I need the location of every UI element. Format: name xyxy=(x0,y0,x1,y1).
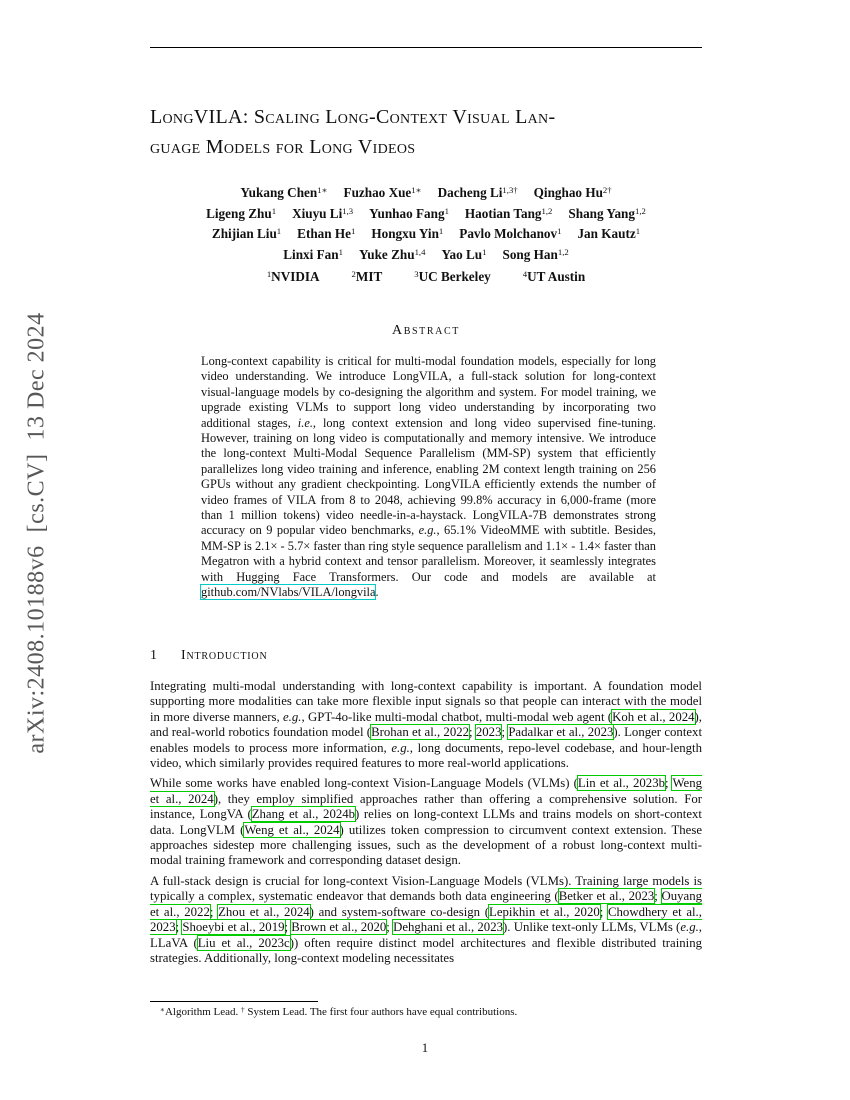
abstract-text: Long-context capability is critical for multi-modal foundation models, especially for long video understanding. We introduce LongVILA, a full-stack solution for long-context visual-language models by co-designing the algorithm and system. For model training, we upgrade existing VLMs to support long video understanding by incorporating two additional stages, i.e., long context extension and long video supervised fine-tuning. However, training on long video is computationally and memory intensive. We introduce the long-context Multi-Modal Sequence Parallelism (MM-SP) system that efficiently parallelizes long video training and inference, enabling 2M context length training on 256 GPUs without any gradient checkpointing. LongVILA efficiently extends the number of video frames of VILA from 8 to 2048, achieving 99.8% accuracy in 6,000-frame (more than 1 million tokens) video needle-in-a-haystack. LongVILA-7B demonstrates strong accuracy on 9 popular video benchmarks, e.g., 65.1% VideoMME with subtitle. Besides, MM-SP is 2.1× - 5.7× faster than ring style sequence parallelism and 1.1× - 1.4× faster than Megatron with a hybrid context and tensor parallelism. Moreover, it seamlessly integrates with Hugging Face Transformers. Our code and models are available at github.com/NVlabs/VILA/longvila. xyxy=(201,354,656,600)
affiliation: $^1$NVIDIA xyxy=(266,269,320,284)
affiliations xyxy=(150,269,702,285)
intro-paragraph: Integrating multi-modal understanding with long-context capability is important. A foundation model supporting more modalities can take more flexible input signals so that people can interact with the model in more diverse manners, e.g., GPT-4o-like multi-modal chatbot, multi-modal web agent (Koh et al., 2024), and real-world robotics foundation model (Brohan et al., 2022; 2023; Padalkar et al., 2023). Longer context enables models to process more information, e.g., long documents, repo-level codebase, and hour-length video, which similarly provides required features to more real-world applications. xyxy=(150,679,703,771)
affiliation: $^3$UC Berkeley xyxy=(414,269,491,284)
author-name: Jan Kautz$^1$ xyxy=(577,226,641,241)
author-name: Ethan He$^1$ xyxy=(297,226,356,241)
author-row xyxy=(150,204,702,225)
citation-link[interactable]: Liu et al., 2023c xyxy=(197,935,290,950)
author-name: Yao Lu$^1$ xyxy=(441,246,487,262)
author-row xyxy=(150,183,702,204)
top-rule xyxy=(150,47,702,48)
intro-paragraph: A full-stack design is crucial for long-context Vision-Language Models (VLMs). Training large models is typically a complex, systematic endeavor that demands both data engineering (Betker et al., 2023; Ouyang et al., 2022; Zhou et al., 2024) and system-software co-design (Lepikhin et al., 2020; Chowdhery et al., 2023; Shoeybi et al., 2019; Brown et al., 2020; Dehghani et al., 2023). Unlike text-only LLMs, VLMs (e.g., LLaVA (Liu et al., 2023c)) often require distinct model architectures and flexible distributed training strategies. Additionally, long-context modeling necessitates xyxy=(150,873,703,965)
authors-block xyxy=(150,183,702,265)
section-heading-introduction xyxy=(150,648,702,664)
citation-link[interactable]: Koh et al., 2024 xyxy=(612,709,695,724)
abstract-heading: Abstract xyxy=(392,323,460,338)
footnote: ∗Algorithm Lead. † System Lead. The first four authors have equal contributions. xyxy=(160,1005,518,1018)
citation-link[interactable]: Shoeybi et al., 2019 xyxy=(182,920,285,935)
citation-link[interactable]: Dehghani et al., 2023 xyxy=(393,920,504,935)
citation-link[interactable]: Ouyang et al., 2022 xyxy=(150,889,703,919)
citation-link[interactable]: Brohan et al., 2022 xyxy=(371,725,470,740)
paper-title xyxy=(150,102,750,162)
author-name: Haotian Tang$^{1,2}$ xyxy=(464,205,553,221)
author-name: Dacheng $Li^{1,3\dagger}$ xyxy=(437,185,518,200)
citation-link[interactable]: Weng et al., 2024 xyxy=(150,776,702,806)
author-name: Yunhao Fang$^1$ xyxy=(369,205,449,221)
citation-link[interactable]: Betker et al., 2023 xyxy=(558,889,655,904)
author-name: Fuzhao Xue$^{1∗}$ xyxy=(343,185,422,200)
page-number: 1 xyxy=(421,1041,429,1055)
author-row xyxy=(150,224,702,245)
citation-link[interactable]: Brown et al., 2020 xyxy=(291,920,387,935)
author-name: Zhijian Liu$^1$ xyxy=(211,226,282,241)
title-line-1: LongVILA: Scaling Long-Context Visual Lan- xyxy=(150,106,556,128)
introduction-body xyxy=(150,679,702,971)
citation-link[interactable]: Zhang et al., 2024b xyxy=(251,807,356,822)
affiliation: $^2$MIT xyxy=(351,269,383,284)
citation-link[interactable]: Weng et al., 2024 xyxy=(244,822,340,837)
author-name: Xiuyu Li$^{1,3}$ xyxy=(292,205,354,221)
section-title: Introduction xyxy=(181,648,268,663)
author-name: Yuke Zhu$^{1,4}$ xyxy=(358,246,426,262)
arxiv-stamp: arXiv:2408.10188v6 [cs.CV] 13 Dec 2024 xyxy=(23,312,50,754)
author-name: Hongxu Yin$^1$ xyxy=(371,226,444,241)
citation-link[interactable]: 2023 xyxy=(475,725,502,740)
section-number: 1 xyxy=(150,648,157,663)
citation-link[interactable]: Lepikhin et al., 2020 xyxy=(489,904,600,919)
affiliation: $^4$UT Austin xyxy=(522,269,586,284)
author-name: Ligeng Zhu$^1$ xyxy=(206,205,277,221)
github-link[interactable]: github.com/NVlabs/VILA/longvila xyxy=(201,585,376,600)
author-name: Shang Yang$^{1,2}$ xyxy=(568,205,646,221)
author-name: Qinghao $Hu^{2\dagger}$ xyxy=(533,185,612,200)
citation-link[interactable]: Zhou et al., 2024 xyxy=(218,904,310,919)
citation-link[interactable]: Lin et al., 2023b xyxy=(577,776,665,791)
citation-link[interactable]: Padalkar et al., 2023 xyxy=(508,725,614,740)
footnote-rule xyxy=(150,1001,318,1002)
author-name: Yukang Chen$^{1∗}$ xyxy=(240,185,328,200)
author-name: Song Han$^{1,2}$ xyxy=(502,246,569,262)
author-row xyxy=(150,245,702,266)
author-name: Pavlo Molchanov$^1$ xyxy=(459,226,562,241)
author-name: Linxi Fan$^1$ xyxy=(283,246,343,262)
intro-paragraph: While some works have enabled long-context Vision-Language Models (VLMs) (Lin et al., 2023b; Weng et al., 2024), they employ simplified approaches rather than offering a comprehensive solution. For instance, LongVA (Zhang et al., 2024b) relies on long-context LLMs and trains models on short-context data. LongVLM (Weng et al., 2024) utilizes token compression to circumvent context extension. These approaches sidestep more challenging issues, such as the development of a robust long-context multi-modal training framework and corresponding dataset design. xyxy=(150,776,703,868)
citation-link[interactable]: Chowdhery et al., 2023 xyxy=(150,904,702,935)
title-line-2: guage Models for Long Videos xyxy=(150,136,416,158)
